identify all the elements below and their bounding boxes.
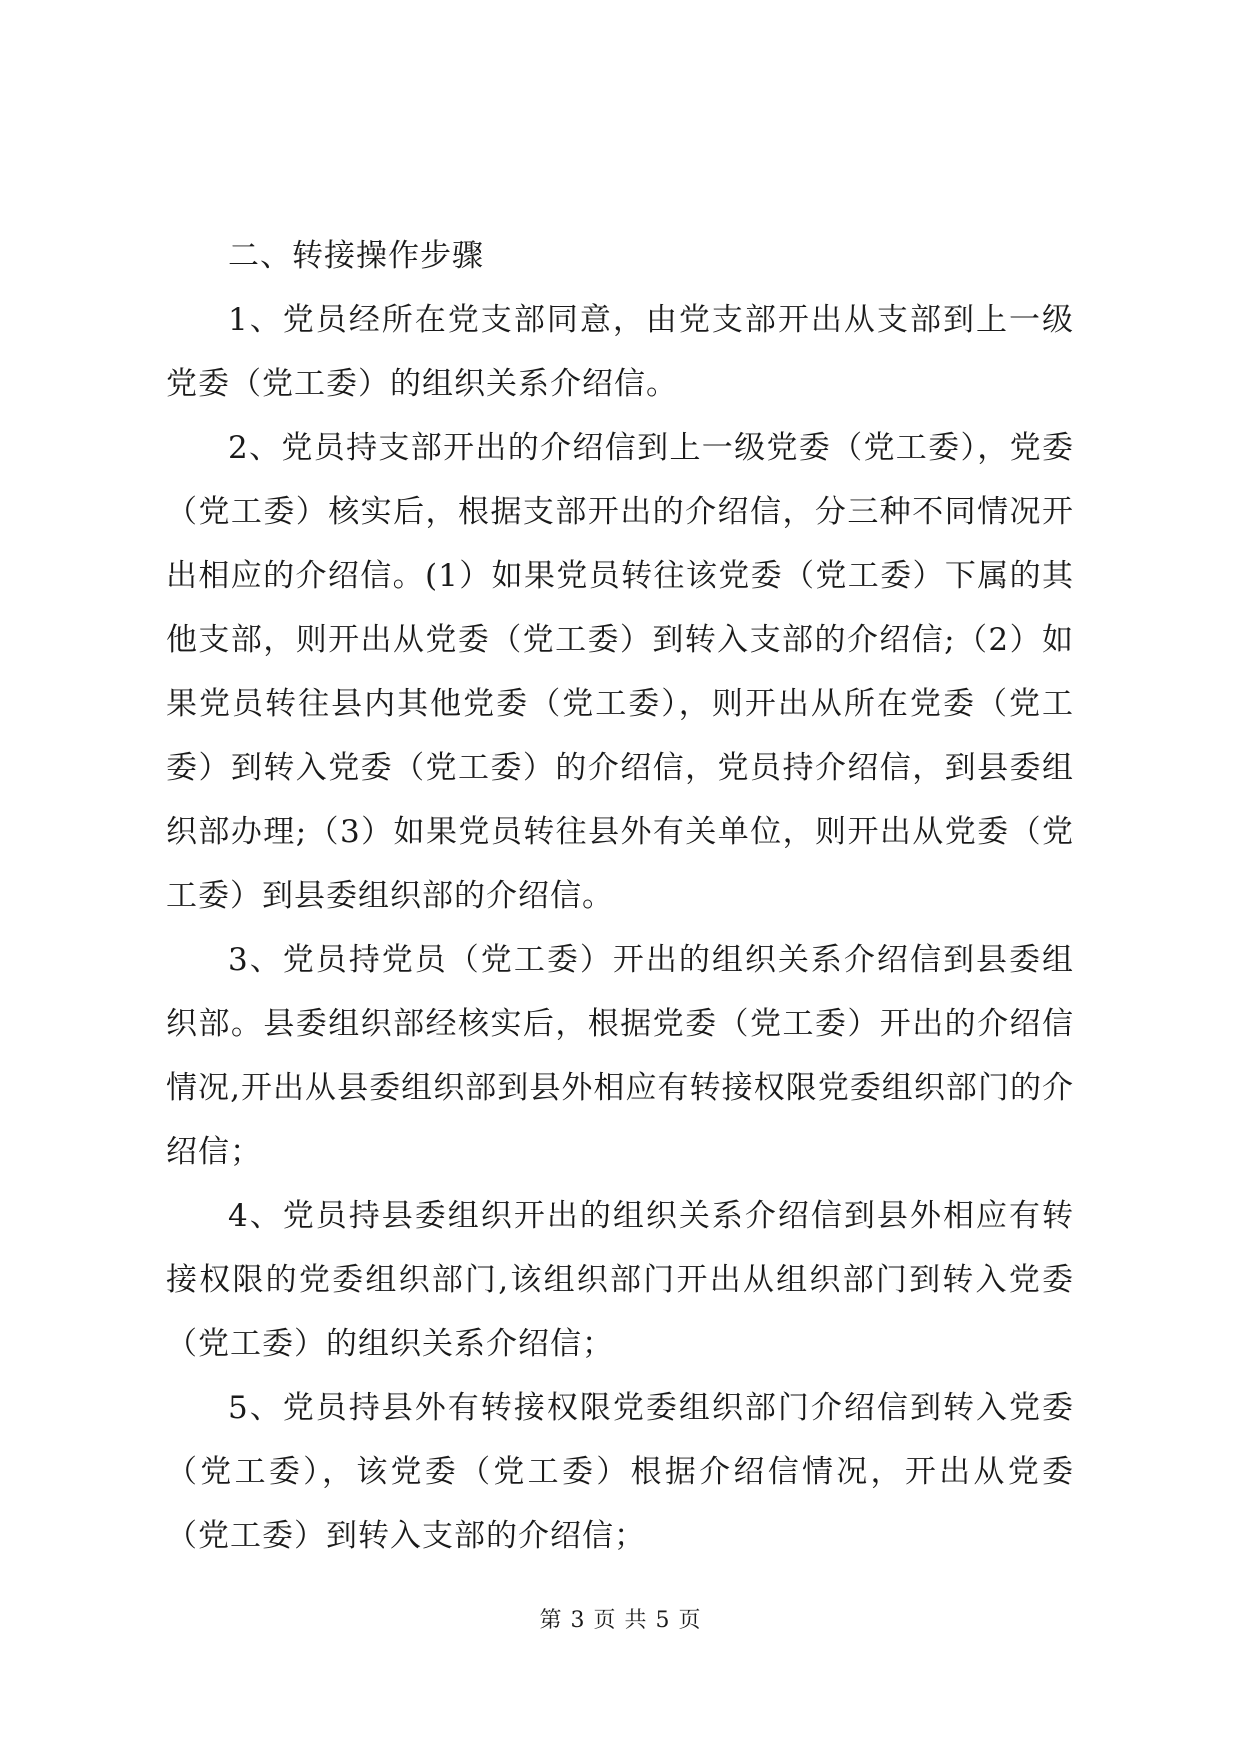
page-number-footer: 第 3 页 共 5 页 — [539, 1608, 702, 1633]
paragraph-step-1: 1、党员经所在党支部同意，由党支部开出从支部到上一级党委（党工委）的组织关系介绍信。 — [166, 302, 1074, 402]
document-body — [166, 224, 1074, 1568]
section-heading: 二、转接操作步骤 — [228, 238, 484, 274]
paragraph-step-4: 4、党员持县委组织开出的组织关系介绍信到县外相应有转接权限的党委组织部门,该组织部门开出从组织部门到转入党委（党工委）的组织关系介绍信； — [166, 1198, 1074, 1362]
paragraph-step-3: 3、党员持党员（党工委）开出的组织关系介绍信到县委组织部。县委组织部经核实后，根据党委（党工委）开出的介绍信情况,开出从县委组织部到县外相应有转接权限党委组织部门的介绍信； — [166, 942, 1074, 1170]
paragraph-step-5: 5、党员持县外有转接权限党委组织部门介绍信到转入党委（党工委），该党委（党工委）根据介绍信情况，开出从党委（党工委）到转入支部的介绍信； — [166, 1390, 1074, 1554]
paragraph-step-2: 2、党员持支部开出的介绍信到上一级党委（党工委），党委（党工委）核实后，根据支部开出的介绍信，分三种不同情况开出相应的介绍信。(1）如果党员转往该党委（党工委）下属的其他支部，则开出从党委（党工委）到转入支部的介绍信;（2）如果党员转往县内其他党委（党工委），则开出从所在党委（党工委）到转入党委（党工委）的介绍信，党员持介绍信，到县委组织部办理;（3）如果党员转往县外有关单位，则开出从党委（党工委）到县委组织部的介绍信。 — [166, 430, 1074, 914]
